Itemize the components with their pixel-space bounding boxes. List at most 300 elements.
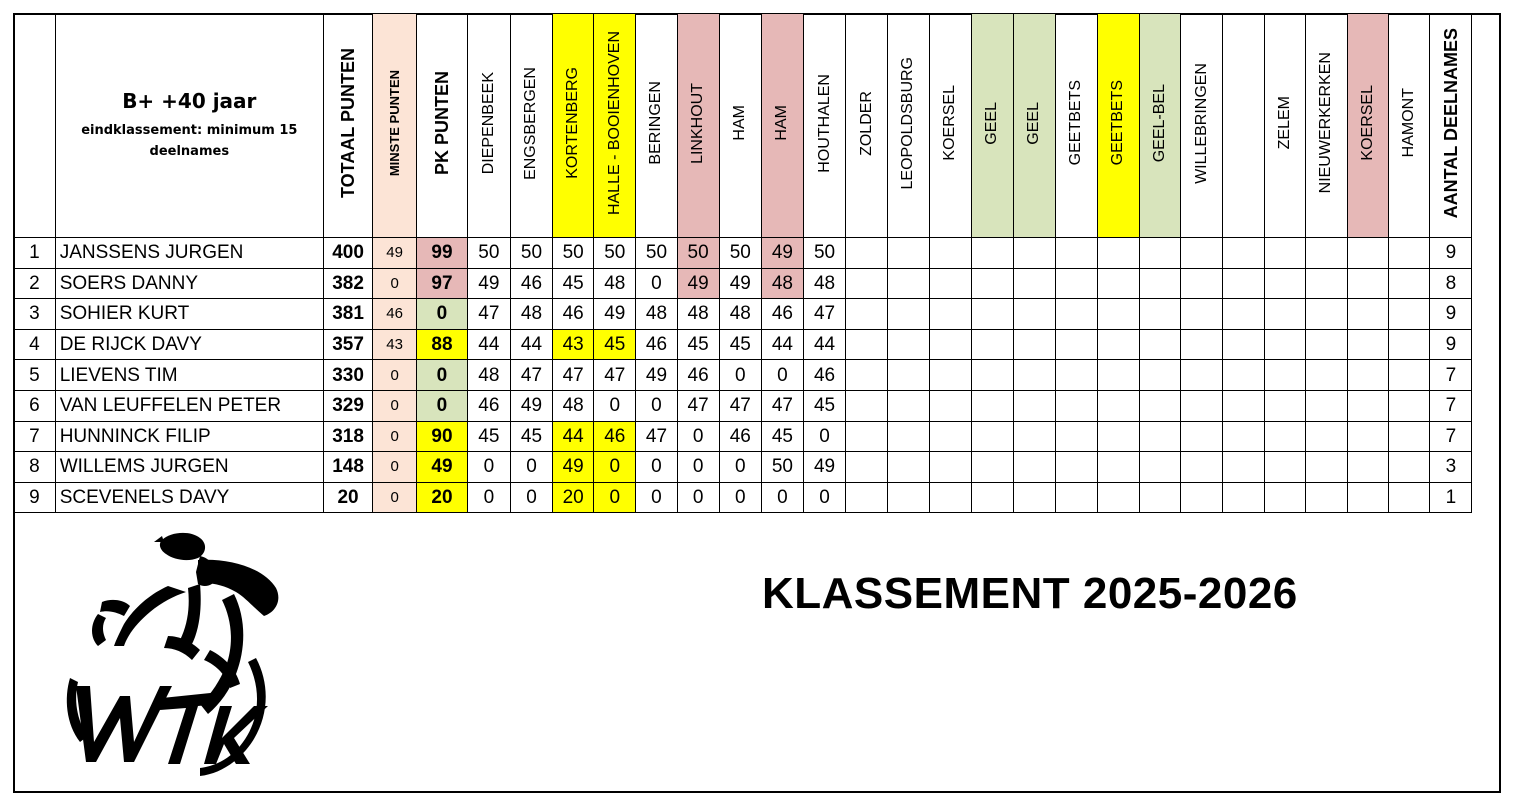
aantal-deelnames-cell: 3 (1430, 452, 1472, 483)
race-result-cell (1305, 421, 1347, 452)
race-result-cell (1055, 421, 1097, 452)
rider-name-cell: LIEVENS TIM (55, 360, 323, 391)
rider-name-cell: JANSSENS JURGEN (55, 238, 323, 269)
race-result-cell (888, 390, 930, 421)
race-result-cell (1097, 238, 1139, 269)
rider-name-cell: WILLEMS JURGEN (55, 452, 323, 483)
race-result-cell (971, 299, 1013, 330)
race-result-cell (1013, 238, 1055, 269)
totaal-header-label: TOTAAL PUNTEN (338, 47, 359, 198)
race-result-cell: 0 (594, 482, 636, 513)
race-result-cell: 46 (594, 421, 636, 452)
pk-header (417, 14, 468, 238)
race-header-label: ZELEM (1275, 96, 1293, 150)
race-result-cell (888, 421, 930, 452)
race-header-label: NIEUWERKERKEN (1317, 52, 1335, 194)
race-result-cell (971, 329, 1013, 360)
race-header-label: BERINGEN (647, 81, 665, 165)
totaal-punten-cell: 329 (323, 390, 372, 421)
race-header-23 (1388, 14, 1430, 238)
race-result-cell (1055, 360, 1097, 391)
race-result-cell (1347, 421, 1388, 452)
race-result-cell: 44 (467, 329, 510, 360)
race-result-cell: 50 (467, 238, 510, 269)
race-result-cell (1264, 452, 1305, 483)
race-result-cell (846, 360, 888, 391)
race-result-cell (1013, 390, 1055, 421)
race-result-cell: 50 (803, 238, 845, 269)
pk-punten-cell: 90 (417, 421, 468, 452)
table-subtitle: eindklassement: minimum 15 deelnames (81, 122, 298, 159)
table-row (14, 299, 1514, 330)
race-result-cell: 45 (553, 268, 594, 299)
race-result-cell (1139, 360, 1181, 391)
race-header-2 (510, 14, 552, 238)
race-result-cell: 48 (510, 299, 552, 330)
race-result-cell (929, 452, 971, 483)
race-result-cell: 50 (594, 238, 636, 269)
race-header-label: WILLEBRINGEN (1192, 62, 1210, 184)
race-result-cell: 49 (467, 268, 510, 299)
race-header-label: HAM (731, 105, 749, 141)
race-result-cell (1097, 360, 1139, 391)
aantal-deelnames-cell: 9 (1430, 299, 1472, 330)
race-result-cell (929, 421, 971, 452)
race-result-cell (1347, 482, 1388, 513)
race-result-cell (1223, 390, 1264, 421)
race-result-cell (1264, 360, 1305, 391)
race-result-cell: 48 (677, 299, 719, 330)
race-result-cell: 45 (467, 421, 510, 452)
race-result-cell (1013, 329, 1055, 360)
race-result-cell (1264, 390, 1305, 421)
race-result-cell (1264, 299, 1305, 330)
race-header-17 (1139, 14, 1181, 238)
race-result-cell: 49 (594, 299, 636, 330)
race-result-cell: 49 (510, 390, 552, 421)
pk-punten-cell: 97 (417, 268, 468, 299)
race-result-cell (1347, 329, 1388, 360)
race-result-cell (888, 329, 930, 360)
race-result-cell: 48 (761, 268, 803, 299)
race-result-cell (888, 268, 930, 299)
totaal-punten-cell: 400 (323, 238, 372, 269)
totaal-punten-cell: 318 (323, 421, 372, 452)
minste-punten-cell: 0 (373, 452, 417, 483)
race-result-cell (1139, 268, 1181, 299)
race-result-cell: 0 (719, 482, 761, 513)
race-header-label: DIEPENBEEK (479, 71, 497, 175)
pk-punten-cell: 49 (417, 452, 468, 483)
race-result-cell (971, 390, 1013, 421)
race-header-label: HAM (773, 105, 791, 141)
race-result-cell (1097, 482, 1139, 513)
race-result-cell (1013, 482, 1055, 513)
race-result-cell: 48 (803, 268, 845, 299)
race-result-cell (971, 421, 1013, 452)
race-result-cell: 47 (636, 421, 677, 452)
race-header-21 (1305, 14, 1347, 238)
race-result-cell (1223, 482, 1264, 513)
race-result-cell: 47 (594, 360, 636, 391)
rider-name-cell: HUNNINCK FILIP (55, 421, 323, 452)
rank-header-cell (14, 14, 56, 238)
race-result-cell (1013, 452, 1055, 483)
race-header-10 (846, 14, 888, 238)
race-result-cell: 48 (594, 268, 636, 299)
table-row (14, 329, 1514, 360)
race-result-cell: 0 (761, 360, 803, 391)
totaal-header (323, 14, 372, 238)
race-result-cell (1388, 421, 1430, 452)
race-result-cell: 44 (803, 329, 845, 360)
race-result-cell (888, 482, 930, 513)
minste-punten-cell: 49 (373, 238, 417, 269)
race-result-cell (1264, 421, 1305, 452)
race-result-cell (971, 238, 1013, 269)
aantal-deelnames-cell: 8 (1430, 268, 1472, 299)
race-result-cell: 0 (719, 360, 761, 391)
aantal-deelnames-cell: 1 (1430, 482, 1472, 513)
race-result-cell (971, 360, 1013, 391)
race-result-cell: 50 (719, 238, 761, 269)
race-result-cell (1347, 238, 1388, 269)
race-header-8 (761, 14, 803, 238)
race-result-cell: 45 (803, 390, 845, 421)
race-result-cell: 43 (553, 329, 594, 360)
race-result-cell (1223, 360, 1264, 391)
race-header-20 (1264, 14, 1305, 238)
race-result-cell: 46 (510, 268, 552, 299)
aantal-deelnames-cell: 7 (1430, 360, 1472, 391)
race-result-cell (888, 452, 930, 483)
race-result-cell: 0 (636, 482, 677, 513)
race-result-cell: 0 (510, 452, 552, 483)
aantal-header (1430, 14, 1472, 238)
minste-header (373, 14, 417, 238)
race-result-cell (846, 238, 888, 269)
table-row (14, 390, 1514, 421)
race-result-cell (971, 452, 1013, 483)
race-result-cell: 48 (467, 360, 510, 391)
klassement-title: KLASSEMENT 2025-2026 (762, 569, 1298, 618)
race-result-cell (1139, 390, 1181, 421)
aantal-deelnames-cell: 7 (1430, 421, 1472, 452)
race-header-label: KOERSEL (1358, 85, 1376, 161)
race-result-cell: 46 (719, 421, 761, 452)
race-result-cell (1181, 452, 1223, 483)
race-result-cell (1264, 482, 1305, 513)
race-header-16 (1097, 14, 1139, 238)
race-result-cell: 0 (510, 482, 552, 513)
race-result-cell (846, 390, 888, 421)
race-header-12 (929, 14, 971, 238)
race-result-cell (1347, 390, 1388, 421)
race-result-cell (1055, 390, 1097, 421)
race-result-cell: 50 (636, 238, 677, 269)
minste-punten-cell: 0 (373, 360, 417, 391)
rider-name-cell: DE RIJCK DAVY (55, 329, 323, 360)
race-result-cell (1347, 268, 1388, 299)
race-result-cell: 45 (594, 329, 636, 360)
table-row (14, 238, 1514, 269)
race-result-cell (888, 238, 930, 269)
race-header-18 (1181, 14, 1223, 238)
race-result-cell: 0 (467, 482, 510, 513)
race-result-cell (1013, 299, 1055, 330)
race-result-cell (846, 421, 888, 452)
table-row (14, 421, 1514, 452)
race-result-cell: 49 (803, 452, 845, 483)
race-result-cell (1347, 452, 1388, 483)
table-row (14, 452, 1514, 483)
race-result-cell: 47 (803, 299, 845, 330)
race-result-cell: 44 (761, 329, 803, 360)
race-result-cell: 0 (594, 390, 636, 421)
race-header-22 (1347, 14, 1388, 238)
totaal-punten-cell: 382 (323, 268, 372, 299)
race-result-cell (1305, 268, 1347, 299)
totaal-punten-cell: 381 (323, 299, 372, 330)
race-header-label: ENGSBERGEN (522, 66, 540, 180)
race-header-7 (719, 14, 761, 238)
race-result-cell: 46 (677, 360, 719, 391)
pk-punten-cell: 99 (417, 238, 468, 269)
race-result-cell (1055, 452, 1097, 483)
race-header-label: KOERSEL (941, 85, 959, 161)
race-result-cell (1097, 452, 1139, 483)
race-result-cell (1181, 482, 1223, 513)
race-header-label: LINKHOUT (689, 82, 707, 164)
race-result-cell (1305, 329, 1347, 360)
race-result-cell (1305, 452, 1347, 483)
minste-punten-cell: 0 (373, 390, 417, 421)
race-result-cell: 49 (719, 268, 761, 299)
race-header-label: GEETBETS (1067, 80, 1085, 166)
race-result-cell (1097, 329, 1139, 360)
race-result-cell (1264, 238, 1305, 269)
race-result-cell (1139, 299, 1181, 330)
race-result-cell: 47 (761, 390, 803, 421)
race-result-cell (1139, 238, 1181, 269)
race-header-label: KORTENBERG (564, 67, 582, 179)
race-result-cell (1139, 421, 1181, 452)
pk-header-label: PK PUNTEN (431, 70, 452, 175)
race-result-cell (1388, 299, 1430, 330)
totaal-punten-cell: 20 (323, 482, 372, 513)
race-result-cell: 49 (677, 268, 719, 299)
totaal-punten-cell: 357 (323, 329, 372, 360)
race-result-cell (1139, 329, 1181, 360)
race-result-cell (846, 268, 888, 299)
race-result-cell: 0 (636, 268, 677, 299)
race-header-label: GEEL-BEL (1151, 83, 1169, 163)
race-header-label: HALLE - BOOIENHOVEN (605, 30, 623, 216)
race-header-9 (803, 14, 845, 238)
race-result-cell (1055, 299, 1097, 330)
header-row (14, 14, 1514, 238)
race-result-cell: 0 (467, 452, 510, 483)
race-result-cell (1097, 421, 1139, 452)
race-header-6 (677, 14, 719, 238)
race-result-cell: 0 (677, 452, 719, 483)
race-result-cell (1013, 268, 1055, 299)
race-header-5 (636, 14, 677, 238)
race-result-cell (1388, 482, 1430, 513)
table-row (14, 360, 1514, 391)
race-result-cell (1055, 268, 1097, 299)
race-header-label: LEOPOLDSBURG (899, 56, 917, 190)
race-result-cell (1305, 299, 1347, 330)
race-result-cell (971, 482, 1013, 513)
race-result-cell: 50 (553, 238, 594, 269)
race-result-cell: 45 (719, 329, 761, 360)
race-header-15 (1055, 14, 1097, 238)
rank-cell: 1 (14, 238, 56, 269)
race-result-cell: 45 (677, 329, 719, 360)
race-result-cell (1181, 390, 1223, 421)
race-result-cell: 46 (761, 299, 803, 330)
rank-cell: 8 (14, 452, 56, 483)
race-result-cell (1181, 268, 1223, 299)
race-result-cell: 47 (510, 360, 552, 391)
race-header-11 (888, 14, 930, 238)
race-result-cell (1305, 482, 1347, 513)
race-result-cell: 0 (803, 482, 845, 513)
totaal-punten-cell: 148 (323, 452, 372, 483)
race-result-cell (929, 299, 971, 330)
aantal-deelnames-cell: 9 (1430, 238, 1472, 269)
pk-punten-cell: 0 (417, 360, 468, 391)
rank-cell: 5 (14, 360, 56, 391)
race-result-cell: 0 (636, 390, 677, 421)
race-result-cell (929, 329, 971, 360)
race-result-cell: 0 (761, 482, 803, 513)
race-result-cell: 0 (636, 452, 677, 483)
race-result-cell (929, 390, 971, 421)
rider-name-cell: VAN LEUFFELEN PETER (55, 390, 323, 421)
race-result-cell: 46 (803, 360, 845, 391)
race-result-cell: 45 (510, 421, 552, 452)
race-result-cell: 50 (677, 238, 719, 269)
race-result-cell: 0 (677, 421, 719, 452)
aantal-header-label: AANTAL DEELNAMES (1440, 27, 1461, 219)
race-result-cell (1347, 360, 1388, 391)
race-result-cell: 49 (761, 238, 803, 269)
race-result-cell: 48 (719, 299, 761, 330)
pk-punten-cell: 88 (417, 329, 468, 360)
race-result-cell: 47 (719, 390, 761, 421)
race-result-cell (1305, 360, 1347, 391)
race-result-cell (1223, 452, 1264, 483)
race-result-cell: 46 (467, 390, 510, 421)
race-result-cell (888, 299, 930, 330)
ranking-table (13, 13, 1514, 513)
race-result-cell: 44 (553, 421, 594, 452)
table-row (14, 268, 1514, 299)
race-result-cell: 46 (636, 329, 677, 360)
race-header-label: HAMONT (1399, 88, 1417, 158)
rank-cell: 4 (14, 329, 56, 360)
race-result-cell (846, 299, 888, 330)
race-result-cell (1223, 299, 1264, 330)
race-result-cell (888, 360, 930, 391)
race-result-cell: 47 (553, 360, 594, 391)
race-header-label: GEEL (983, 101, 1001, 145)
race-result-cell: 49 (553, 452, 594, 483)
race-result-cell: 44 (510, 329, 552, 360)
race-result-cell: 48 (636, 299, 677, 330)
title-cell (55, 14, 323, 238)
minste-punten-cell: 46 (373, 299, 417, 330)
rider-name-cell: SOERS DANNY (55, 268, 323, 299)
race-result-cell (1139, 452, 1181, 483)
race-result-cell: 47 (467, 299, 510, 330)
race-result-cell (1139, 482, 1181, 513)
pk-punten-cell: 20 (417, 482, 468, 513)
race-result-cell: 20 (553, 482, 594, 513)
race-result-cell: 46 (553, 299, 594, 330)
rider-name-cell: SCEVENELS DAVY (55, 482, 323, 513)
race-result-cell (1013, 360, 1055, 391)
minste-punten-cell: 0 (373, 421, 417, 452)
race-result-cell (1264, 268, 1305, 299)
race-result-cell (1055, 482, 1097, 513)
minste-punten-cell: 0 (373, 482, 417, 513)
minste-punten-cell: 43 (373, 329, 417, 360)
race-result-cell (1097, 268, 1139, 299)
race-header-14 (1013, 14, 1055, 238)
rank-cell: 6 (14, 390, 56, 421)
race-result-cell (1347, 299, 1388, 330)
race-result-cell (1181, 238, 1223, 269)
race-result-cell (1055, 329, 1097, 360)
race-result-cell (846, 329, 888, 360)
rank-cell: 3 (14, 299, 56, 330)
aantal-deelnames-cell: 9 (1430, 329, 1472, 360)
race-header-3 (553, 14, 594, 238)
cyclist-logo-icon (50, 528, 280, 778)
race-header-label: ZOLDER (857, 90, 875, 156)
race-result-cell (1264, 329, 1305, 360)
race-header-13 (971, 14, 1013, 238)
minste-header-label: MINSTE PUNTEN (387, 69, 403, 177)
race-header-label: GEETBETS (1109, 80, 1127, 166)
race-result-cell (1388, 268, 1430, 299)
minste-punten-cell: 0 (373, 268, 417, 299)
race-result-cell: 0 (594, 452, 636, 483)
race-result-cell (1305, 238, 1347, 269)
race-result-cell (1097, 390, 1139, 421)
race-header-1 (467, 14, 510, 238)
table-title: B+ +40 jaar (122, 88, 257, 113)
race-result-cell (1055, 238, 1097, 269)
race-result-cell: 45 (761, 421, 803, 452)
race-result-cell (846, 482, 888, 513)
race-result-cell (1181, 421, 1223, 452)
aantal-deelnames-cell: 7 (1430, 390, 1472, 421)
race-result-cell (1388, 390, 1430, 421)
race-header-label: GEEL (1025, 101, 1043, 145)
race-result-cell (929, 360, 971, 391)
race-result-cell (1388, 360, 1430, 391)
race-result-cell (971, 268, 1013, 299)
race-result-cell (1223, 238, 1264, 269)
race-result-cell (1181, 360, 1223, 391)
totaal-punten-cell: 330 (323, 360, 372, 391)
race-result-cell (1013, 421, 1055, 452)
race-result-cell: 50 (510, 238, 552, 269)
